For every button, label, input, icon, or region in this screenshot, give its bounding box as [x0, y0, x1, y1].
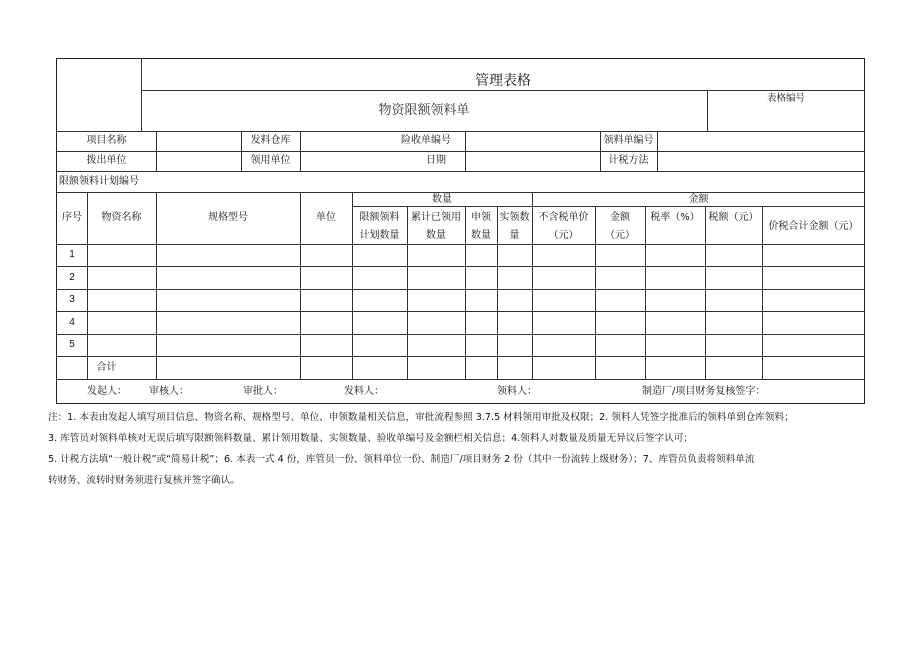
header-cumulative-line1: 累计已领用	[411, 212, 461, 223]
form-number-divider	[707, 90, 708, 131]
note-line: 3. 库管员对领料单核对无误后填写限额领料数量、累计领用数量、实领数量、验收单编号及金额栏相关信息；4.领料人对数量及质量无异议后签字认可；	[48, 433, 693, 444]
form-subtitle: 物资限额领料单	[378, 103, 470, 118]
label-allocating-unit: 拨出单位	[86, 155, 127, 166]
header-actual-line2: 量	[509, 230, 520, 241]
signature-reviewer: 审核人：	[149, 386, 189, 397]
form-notes	[48, 407, 878, 491]
form-title: 管理表格	[475, 73, 531, 89]
row-number: 4	[69, 317, 75, 328]
row-number: 1	[69, 249, 75, 260]
label-tax-method: 计税方法	[608, 155, 649, 166]
header-tax-rate: 税率（%）	[650, 212, 700, 223]
header-limit-qty-line1: 限额领料	[359, 212, 400, 223]
signature-receiver: 领料人：	[497, 386, 537, 397]
header-seq: 序号	[62, 212, 82, 223]
header-unit-price-line1: 不含税单价	[538, 212, 589, 223]
label-requisition-number: 领料单编号	[603, 135, 654, 146]
total-label: 合计	[96, 362, 117, 373]
note-line: 5. 计税方法填“一般计税”或“简易计税”；6. 本表一式 4 份，库管员一份、领料单位一份、制造厂/项目财务 2 份（其中一份流转上级财务）；7、库管员负责将领料单流	[48, 454, 755, 465]
label-issuing-warehouse: 发料仓库	[250, 135, 291, 146]
label-project-name: 项目名称	[86, 135, 127, 146]
note-line: 转财务、流转时财务须进行复核并签字确认。	[48, 475, 240, 486]
row-number: 3	[69, 294, 75, 305]
material-requisition-form	[56, 58, 865, 404]
header-limit-qty-line2: 计划数量	[359, 230, 400, 241]
header-tax-amount: 税额（元）	[708, 212, 759, 223]
header-divider	[141, 90, 865, 91]
header-amount-line1: 金额	[610, 212, 630, 223]
signature-initiator: 发起人：	[87, 386, 127, 397]
row-number: 2	[69, 272, 75, 283]
signature-approver: 审批人：	[243, 386, 283, 397]
group-amount: 金额	[688, 194, 709, 205]
header-spec-model: 规格型号	[208, 212, 248, 223]
label-date: 日期	[426, 155, 446, 166]
signature-finance: 制造厂/项目财务复核签字：	[642, 386, 766, 397]
label-receiving-unit: 领用单位	[250, 155, 291, 166]
logo-cell-divider	[141, 59, 142, 131]
header-issued-line1: 申领	[471, 212, 491, 223]
form-number-label: 表格编号	[767, 93, 806, 104]
header-total-with-tax: 价税合计金额（元）	[768, 221, 859, 232]
header-amount-line2: （元）	[605, 230, 635, 241]
label-plan-number: 限额领料计划编号	[59, 176, 139, 187]
header-unit-price-line2: （元）	[548, 230, 579, 241]
header-unit: 单位	[316, 212, 336, 223]
note-line: 注：1. 本表由发起人填写项目信息、物资名称、规格型号、单位、申领数量相关信息，审批流程参照 3.7.5 材料领用审批及权限；2. 领料人凭签字批准后的领料单到仓库领料；	[48, 412, 794, 423]
header-material-name: 物资名称	[101, 212, 142, 223]
row-number: 5	[69, 339, 75, 350]
header-issued-line2: 数量	[471, 230, 491, 241]
header-actual-line1: 实领数	[499, 212, 530, 223]
signature-issuer: 发料人：	[344, 386, 384, 397]
header-cumulative-line2: 数量	[426, 230, 446, 241]
group-quantity: 数量	[432, 194, 452, 205]
label-receipt-number: 险收单编号	[401, 135, 451, 146]
